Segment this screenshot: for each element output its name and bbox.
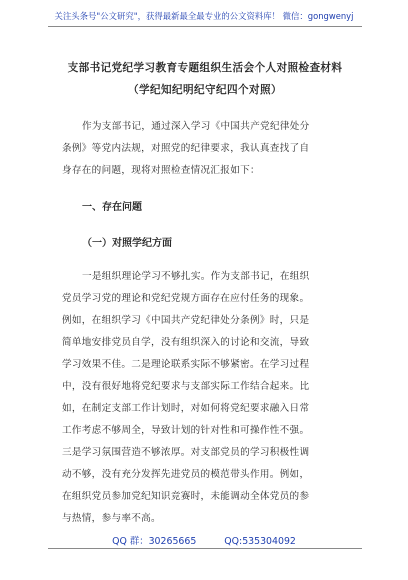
intro-line: 身存在的问题，现将对照检查情况汇报如下： (62, 165, 260, 176)
body-line: 与热情，参与率不高。 (62, 513, 161, 524)
body-line: 如，在制定支部工作计划时，对如何将党纪要求融入日常 (62, 403, 310, 414)
body-line: 简单地安排党员自学，没有组织深入的讨论和交流，导致 (62, 337, 310, 348)
body-line: 党员学习党的理论和党纪党规方面存在应付任务的现象。 (62, 293, 310, 304)
document-title: 支部书记党纪学习教育专题组织生活会个人对照检查材料 (67, 62, 343, 74)
footer-qq: QQ:535304092 (224, 536, 296, 547)
subsection-heading: （一）对照学纪方面 (82, 238, 172, 249)
body-line: 工作考虑不够周全，导致计划的针对性和可操作性不强。 (62, 425, 310, 436)
section-heading: 一、存在问题 (82, 202, 142, 213)
header-banner: 关注头条号"公文研究"，获得最新最全最专业的公文资料库！ 微信：gongwenyj (54, 11, 354, 21)
footer-qq-group: QQ 群：30265665 (112, 536, 197, 547)
document-subtitle: （学纪知纪明纪守纪四个对照） (128, 84, 282, 96)
body-line: 在组织党员参加党纪知识竞赛时，未能调动全体党员的参 (62, 491, 310, 502)
header-divider (48, 26, 362, 27)
body-line: 一是组织理论学习不够扎实。作为支部书记，在组织 (82, 271, 310, 282)
body-line: 例如，在组织学习《中国共产党纪律处分条例》时，只是 (62, 315, 310, 326)
footer-divider (48, 548, 362, 549)
body-line: 学习效果不佳。二是理论联系实际不够紧密。在学习过程 (62, 359, 310, 370)
body-line: 中，没有很好地将党纪要求与支部实际工作结合起来。比 (62, 381, 310, 392)
body-line: 动不够，没有充分发挥先进党员的模范带头作用。例如， (62, 469, 310, 480)
intro-line: 作为支部书记，通过深入学习《中国共产党纪律处分 (82, 121, 310, 132)
body-line: 三是学习氛围营造不够浓厚。对支部党员的学习积极性调 (62, 447, 310, 458)
footer-contact (0, 533, 408, 547)
intro-line: 条例》等党内法规，对照党的纪律要求，我认真查找了自 (62, 143, 310, 154)
